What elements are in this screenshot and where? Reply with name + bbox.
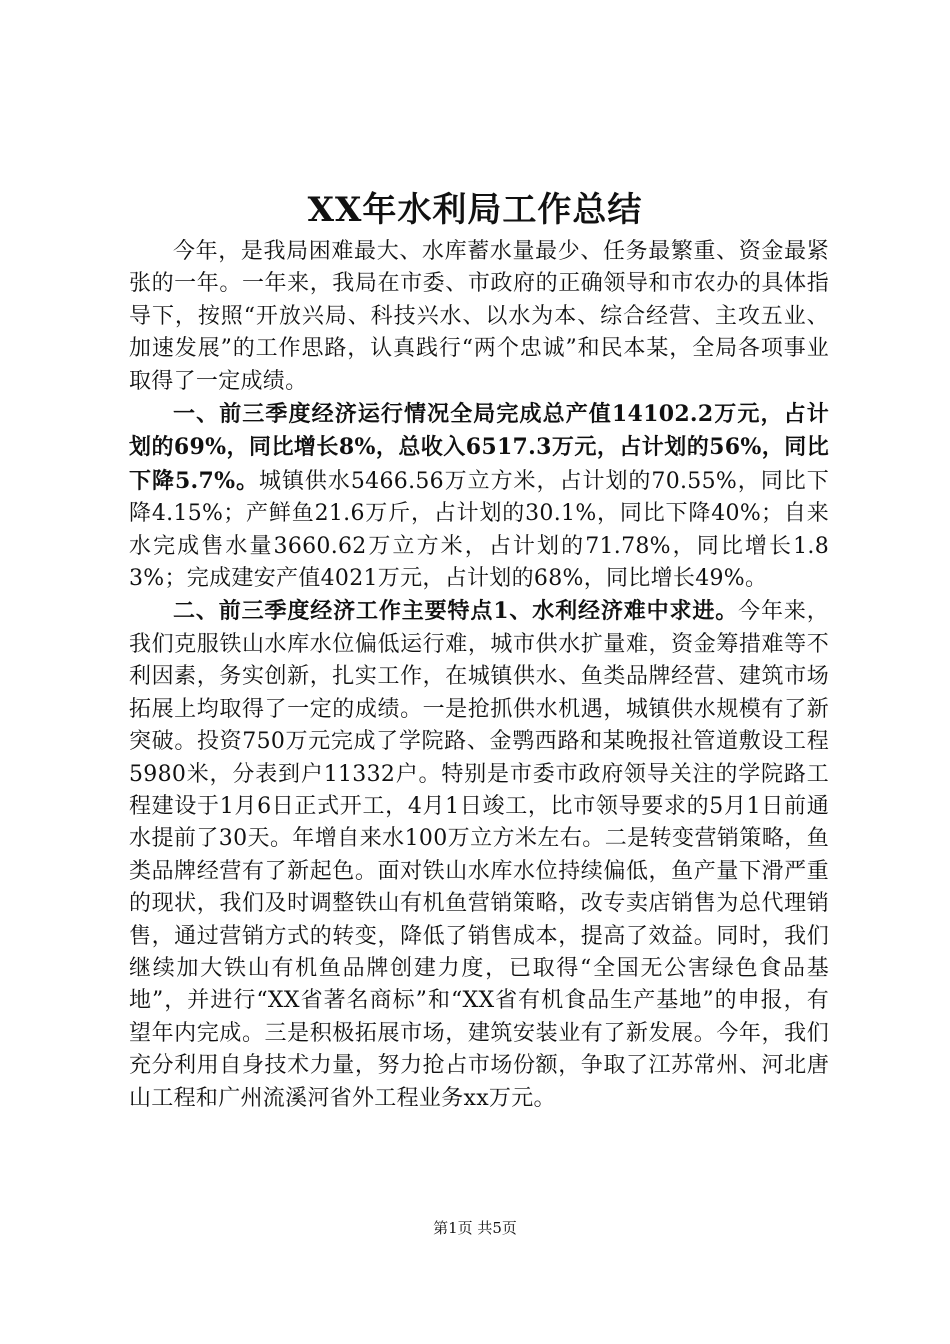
document-body [129,236,829,1115]
section-heading-economic-operation: 一、前三季度经济运行情况全局完成总产值14102.2万元，占计划的69%，同比增长8%，总收入6517.3万元，占计划的56%，同比下降5.7%。 [129,401,829,494]
paragraph-intro [129,236,829,398]
page-number-footer: 第1页 共5页 [433,1219,517,1237]
section-heading-main-features: 二、前三季度经济工作主要特点1、水利经济难中求进。 [173,598,739,625]
paragraph-economic-operation-text: 城镇供水5466.56万立方米，占计划的70.55%，同比下降4.15%；产鲜鱼21.6万斤，占计划的30.1%，同比下降40%；自来水完成售水量3660.62万立方米，占计划的71.78%，同比增长1.83%；完成建安产值4021万元，占计划的68%，同比增长49%。 [129,468,829,592]
paragraph-economic-operation [129,398,829,595]
paragraph-main-features-text: 今年来，我们克服铁山水库水位偏低运行难，城市供水扩量难，资金筹措难等不利因素，务实创新，扎实工作，在城镇供水、鱼类品牌经营、建筑市场拓展上均取得了一定的成绩。一是抢抓供水机遇，城镇供水规模有了新突破。投资750万元完成了学院路、金鹗西路和某晚报社管道敷设工程5980米，分表到户11332户。特别是市委市政府领导关注的学院路工程建设于1月6日正式开工，4月1日竣工，比市领导要求的5月1日前通水提前了30天。年增自来水100万立方米左右。二是转变营销策略，鱼类品牌经营有了新起色。面对铁山水库水位持续偏低，鱼产量下滑严重的现状，我们及时调整铁山有机鱼营销策略，改专卖店销售为总代理销售，通过营销方式的转变，降低了销售成本，提高了效益。同时，我们继续加大铁山有机鱼品牌创建力度，已取得“全国无公害绿色食品基地”，并进行“XX省著名商标”和“XX省有机食品生产基地”的申报，有望年内完成。三是积极拓展市场，建筑安装业有了新发展。今年，我们充分利用自身技术力量，努力抢占市场份额，争取了江苏常州、河北唐山工程和广州流溪河省外工程业务xx万元。 [129,599,830,1111]
document-title: XX年水利局工作总结 [307,190,643,230]
paragraph-intro-text: 今年，是我局困难最大、水库蓄水量最少、任务最繁重、资金最紧张的一年。一年来，我局在市委、市政府的正确领导和市农办的具体指导下，按照“开放兴局、科技兴水、以水为本、综合经营、主攻五业、加速发展”的工作思路，认真践行“两个忠诚”和民本某，全局各项事业取得了一定成绩。 [129,239,829,394]
paragraph-main-features [129,595,829,1115]
